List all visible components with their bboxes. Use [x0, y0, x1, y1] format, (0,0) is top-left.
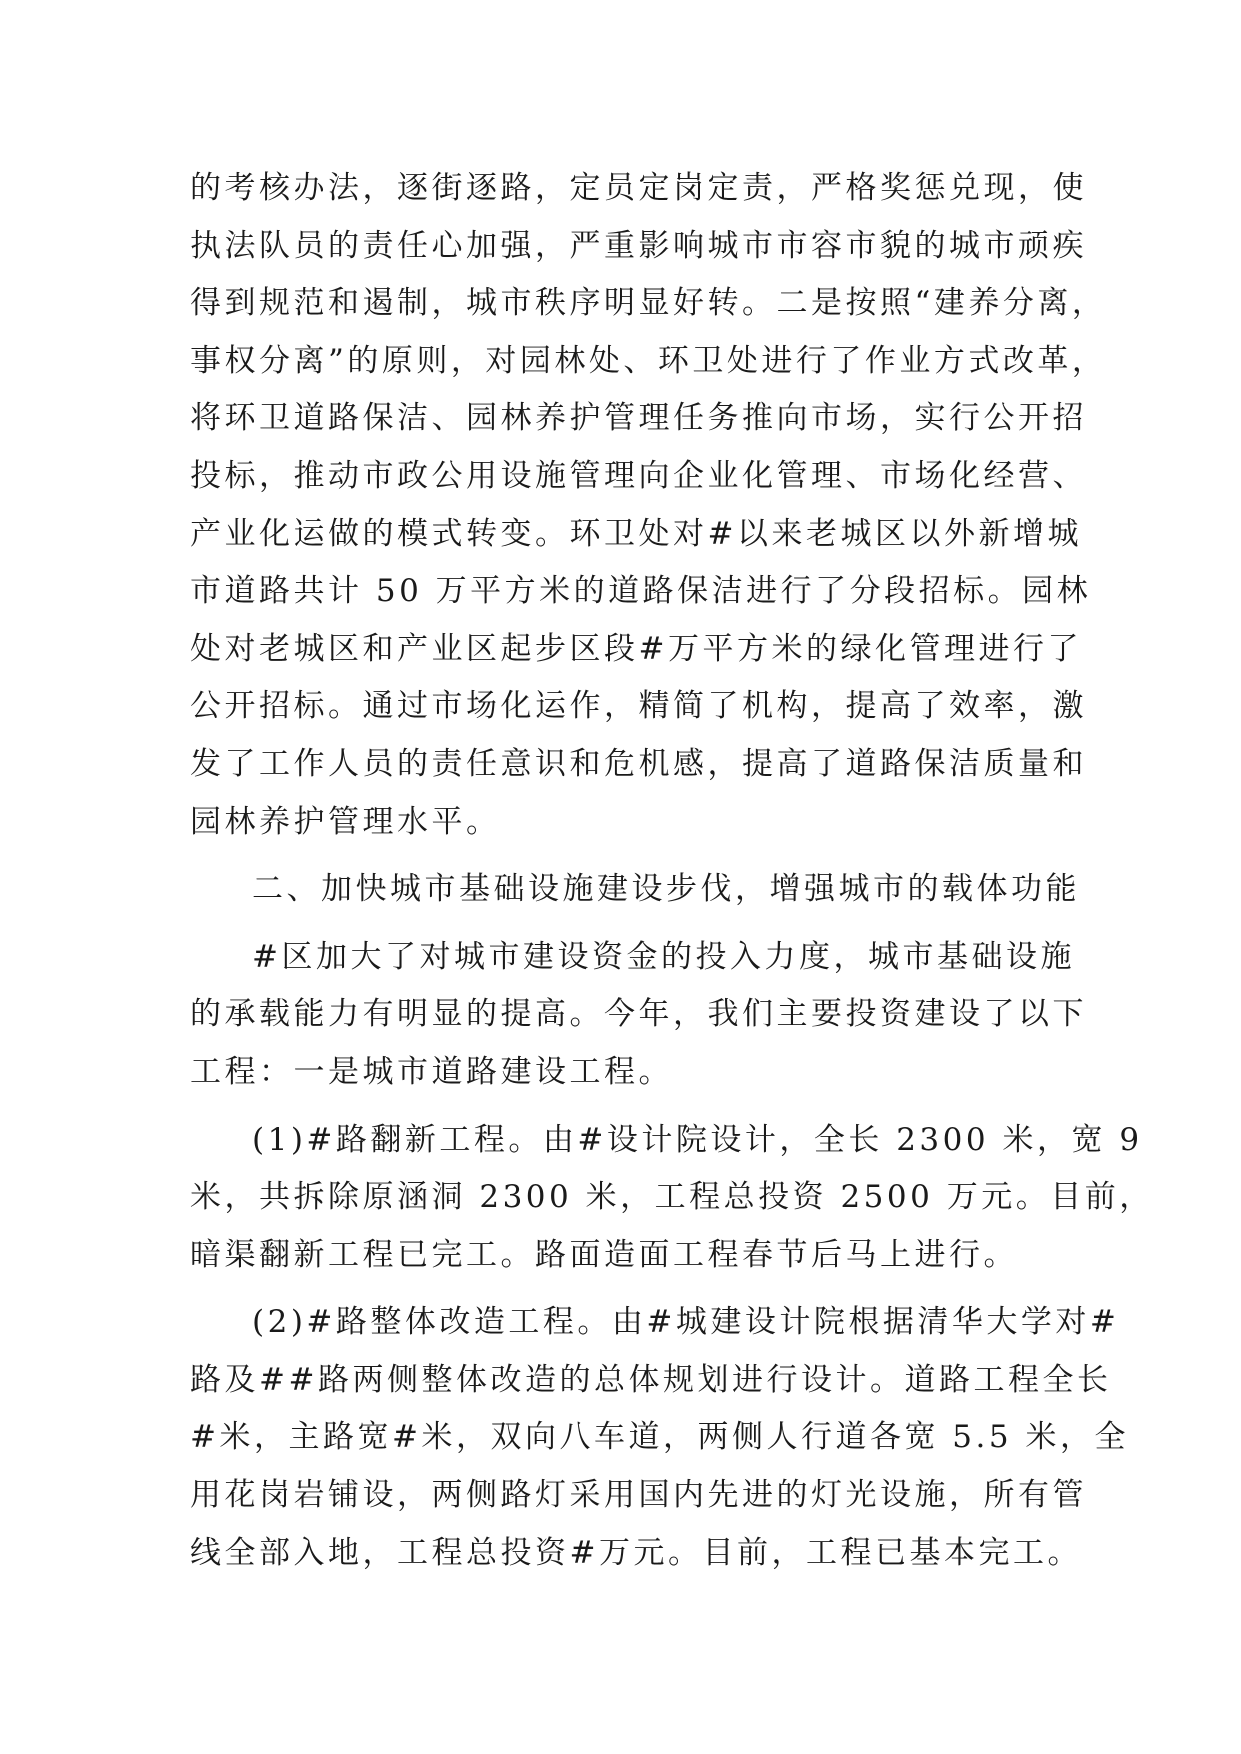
text-line: #米，主路宽#米，双向八车道，两侧人行道各宽 5.5 米，全 — [190, 1419, 1129, 1456]
text-line: 园林养护管理水平。 — [190, 803, 501, 840]
heading-line: 二、加快城市基础设施建设步伐，增强城市的载体功能 — [252, 871, 1080, 908]
paragraph-management-reform — [190, 160, 1107, 851]
document-body — [190, 160, 1154, 1592]
paragraph-investment-intro — [190, 929, 1087, 1102]
text-line: 工程：一是城市道路建设工程。 — [190, 1053, 673, 1090]
paragraph-road-renovation-2 — [190, 1294, 1129, 1582]
text-line: 线全部入地，工程总投资#万元。目前，工程已基本完工。 — [190, 1534, 1082, 1571]
section-heading — [190, 861, 1080, 919]
text-line: 用花岗岩铺设，两侧路灯采用国内先进的灯光设施，所有管 — [190, 1477, 1087, 1514]
text-line: (2)#路整体改造工程。由#城建设计院根据清华大学对# — [252, 1304, 1120, 1341]
text-line: 的承载能力有明显的提高。今年，我们主要投资建设了以下 — [190, 996, 1087, 1033]
text-line: 发了工作人员的责任意识和危机感，提高了道路保洁质量和 — [190, 745, 1087, 782]
text-line: 公开招标。通过市场化运作，精简了机构，提高了效率，激 — [190, 688, 1087, 725]
text-line: 得到规范和遏制，城市秩序明显好转。二是按照“建养分离， — [190, 285, 1107, 322]
text-line: 处对老城区和产业区起步区段#万平方米的绿化管理进行了 — [190, 630, 1082, 667]
text-line: 暗渠翻新工程已完工。路面造面工程春节后马上进行。 — [190, 1236, 1018, 1273]
text-line: 市道路共计 50 万平方米的道路保洁进行了分段招标。园林 — [190, 573, 1092, 610]
text-line: 的考核办法，逐街逐路，定员定岗定责，严格奖惩兑现，使 — [190, 170, 1087, 206]
text-line: 投标，推动市政公用设施管理向企业化管理、市场化经营、 — [190, 457, 1087, 494]
text-line: 执法队员的责任心加强，严重影响城市市容市貌的城市顽疾 — [190, 227, 1087, 264]
paragraph-road-renovation-1 — [190, 1112, 1154, 1285]
text-line: 产业化运做的模式转变。环卫处对#以来老城区以外新增城 — [190, 515, 1082, 552]
text-line: 将环卫道路保洁、园林养护管理任务推向市场，实行公开招 — [190, 400, 1087, 437]
text-line: (1)#路翻新工程。由#设计院设计，全长 2300 米，宽 9 — [252, 1121, 1143, 1158]
text-line: 路及##路两侧整体改造的总体规划进行设计。道路工程全长 — [190, 1361, 1112, 1398]
text-line: 米，共拆除原涵洞 2300 米，工程总投资 2500 万元。目前， — [190, 1179, 1154, 1216]
text-line: #区加大了对城市建设资金的投入力度，城市基础设施 — [252, 938, 1075, 975]
text-line: 事权分离”的原则，对园林处、环卫处进行了作业方式改革， — [190, 342, 1107, 379]
